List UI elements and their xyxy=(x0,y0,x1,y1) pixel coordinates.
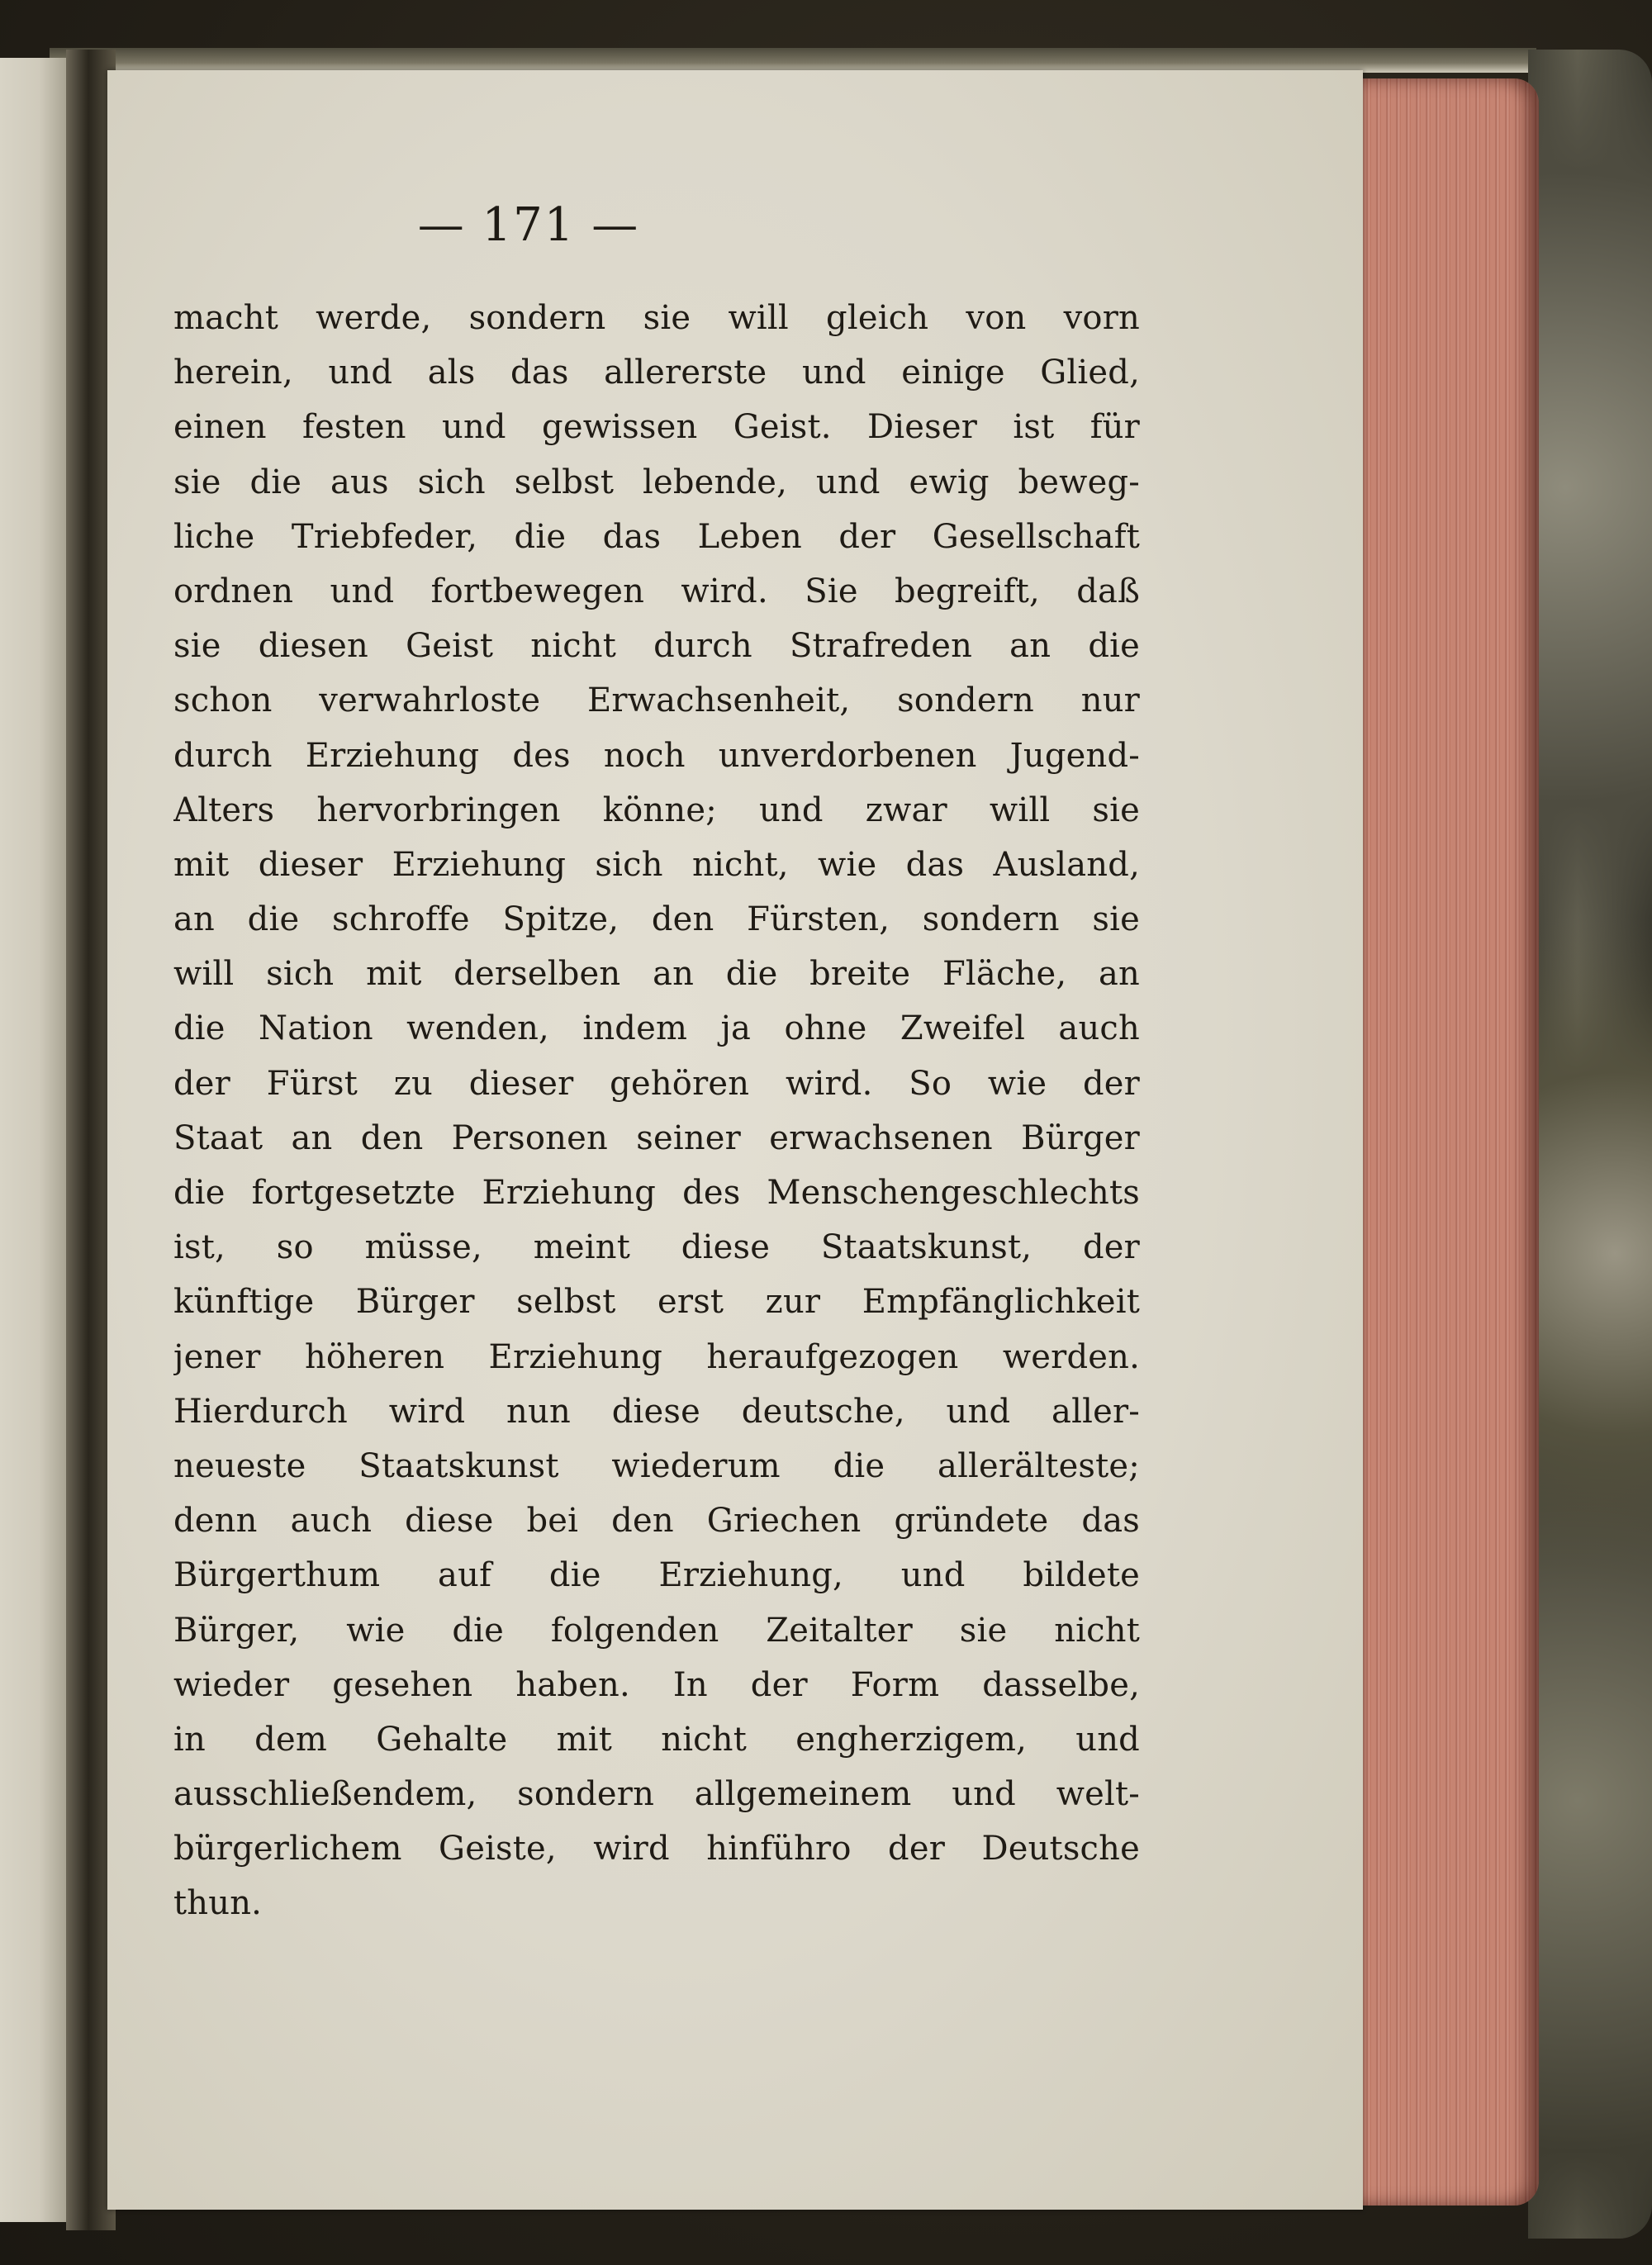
text-line: ist, so müsse, meint diese Staatskunst, der xyxy=(173,1228,1140,1267)
text-line: sie die aus sich selbst lebende, und ewig beweg- xyxy=(173,463,1140,501)
text-line: Alters hervorbringen könne; und zwar will sie xyxy=(173,791,1140,829)
text-line: liche Triebfeder, die das Leben der Gesellschaft xyxy=(173,517,1140,556)
page-body-text xyxy=(173,291,1140,1931)
text-line: einen festen und gewissen Geist. Dieser ist für xyxy=(173,408,1140,447)
text-line: jener höheren Erziehung heraufgezogen werden. xyxy=(173,1337,1140,1376)
left-facing-page xyxy=(0,58,66,2222)
red-page-edges xyxy=(1361,78,1539,2206)
text-line: bürgerlichem Geiste, wird hinführo der Deutsche xyxy=(173,1830,1140,1869)
text-line: ausschließendem, sondern allgemeinem und welt- xyxy=(173,1775,1140,1814)
text-line: an die schroffe Spitze, den Fürsten, sondern sie xyxy=(173,900,1140,939)
text-line: ordnen und fortbewegen wird. Sie begreift, daß xyxy=(173,572,1140,610)
text-line: künftige Bürger selbst erst zur Empfänglichkeit xyxy=(173,1283,1140,1322)
text-line: herein, und als das allererste und einige Glied, xyxy=(173,354,1140,392)
text-line: der Fürst zu dieser gehören wird. So wie der xyxy=(173,1064,1140,1103)
text-line: Staat an den Personen seiner erwachsenen Bürger xyxy=(173,1118,1140,1157)
text-line: die fortgesetzte Erziehung des Menschengeschlechts xyxy=(173,1174,1140,1212)
text-line: will sich mit derselben an die breite Fläche, an xyxy=(173,955,1140,994)
text-line: macht werde, sondern sie will gleich von vorn xyxy=(173,299,1140,337)
page-number: — 171 — xyxy=(417,198,640,252)
text-line: durch Erziehung des noch unverdorbenen Jugend- xyxy=(173,736,1140,775)
text-line: in dem Gehalte mit nicht engherzigem, und xyxy=(173,1720,1140,1759)
text-line: neueste Staatskunst wiederum die allerälteste; xyxy=(173,1446,1140,1485)
text-line: schon verwahrloste Erwachsenheit, sondern nur xyxy=(173,681,1140,720)
marbled-cover xyxy=(1528,50,1652,2239)
text-line: die Nation wenden, indem ja ohne Zweifel auch xyxy=(173,1009,1140,1048)
text-line: sie diesen Geist nicht durch Strafreden an die xyxy=(173,627,1140,666)
text-line: thun. xyxy=(173,1884,263,1923)
text-line: Bürger, wie die folgenden Zeitalter sie nicht xyxy=(173,1611,1140,1650)
text-line: wieder gesehen haben. In der Form dasselbe, xyxy=(173,1665,1140,1704)
text-line: denn auch diese bei den Griechen gründete das xyxy=(173,1502,1140,1541)
book-top-edge xyxy=(50,48,1536,73)
text-line: Hierdurch wird nun diese deutsche, und aller- xyxy=(173,1392,1140,1431)
text-line: mit dieser Erziehung sich nicht, wie das Ausland, xyxy=(173,845,1140,884)
text-line: Bürgerthum auf die Erziehung, und bildete xyxy=(173,1556,1140,1595)
